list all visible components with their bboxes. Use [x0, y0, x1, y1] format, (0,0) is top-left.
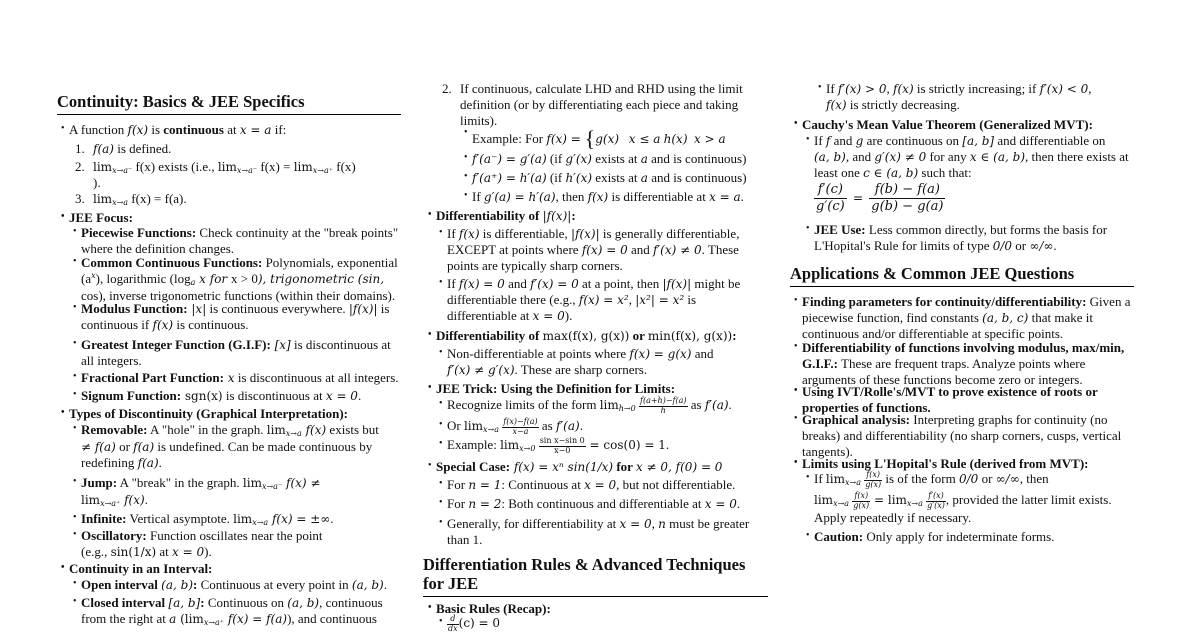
- list-item: • $\frac{d}{dx}$ (c) = 0: [447, 615, 500, 633]
- list-item: • Closed interval [a, b]: Continuous on (a, b), continuous from the right at a ($\lim_{x\to a^+}$ f(x) = f(a)), and continuous: [81, 595, 401, 628]
- section-title-applications: Applications & Common JEE Questions: [790, 265, 1134, 287]
- list-item: • f′(a⁺) = h′(a) (if h′(x) exists at a and is continuous): [472, 170, 747, 186]
- list-item: • Signum Function: sgn(x) is discontinuous at x = 0.: [81, 388, 361, 404]
- list-item: 2. $\lim_{x\to a^-} f(x)$ exists (i.e., $\lim_{x\to a^-} f(x) = \lim_{x\to a^+} f(x)$: [75, 159, 356, 175]
- heading-jee-focus: • JEE Focus:: [69, 210, 133, 226]
- list-item: • Piecewise Functions: Check continuity at the "break points" where the definition changes.: [81, 225, 401, 257]
- list-item: • Common Continuous Functions: Polynomials, exponential $(a^x)$, logarithmic ($\log_a$ x for x > 0), trigonometric (sin, cos), inverse trigonometric functions (within their domains).: [81, 255, 401, 303]
- list-item: • Using IVT/Rolle's/MVT to prove existence of roots or properties of functions.: [802, 384, 1134, 416]
- heading-basic-rules: • Basic Rules (Recap):: [436, 601, 551, 617]
- list-item: • If f(x) is differentiable, |f(x)| is generally differentiable, EXCEPT at points where f(x) = 0 and f′(x) ≠ 0. These points are typically sharp corners.: [447, 226, 767, 274]
- list-item: • If $\lim_{x\to a}$ $\frac{f(x)}{g(x)}$ is of the form 0/0 or ∞/∞, then: [814, 471, 1134, 489]
- list-item: • Infinite: Vertical asymptote. $\lim_{x\to a} f(x)$ = ±∞.: [81, 511, 334, 528]
- heading-lhopital: • Limits using L'Hopital's Rule (derived from MVT):: [802, 456, 1088, 472]
- list-item: • Caution: Only apply for indeterminate forms.: [814, 529, 1054, 545]
- list-item: • For n = 2: Both continuous and differentiable at x = 0.: [447, 496, 740, 512]
- list-item: • Greatest Integer Function (G.I.F): [x] is discontinuous at all integers.: [81, 337, 401, 369]
- list-item: • Non-differentiable at points where f(x) = g(x) and f′(x) ≠ g′(x). These are sharp corners.: [447, 346, 767, 378]
- list-item: • If g′(a) = h′(a), then f(x) is differentiable at x = a.: [472, 189, 744, 205]
- section-title-continuity: Continuity: Basics & JEE Specifics: [57, 93, 401, 115]
- heading-continuity-interval: • Continuity in an Interval:: [69, 561, 212, 577]
- list-item: • Fractional Part Function: x is discontinuous at all integers.: [81, 370, 399, 386]
- list-item: • If f′(x) > 0, f(x) is strictly increasing; if f′(x) < 0, f(x) is strictly decreasing.: [826, 81, 1134, 113]
- list-item: • JEE Use: Less common directly, but forms the basis for L'Hopital's Rule for limits of type 0/0 or ∞/∞.: [814, 222, 1134, 254]
- heading-types-of-discontinuity: • Types of Discontinuity (Graphical Interpretation):: [69, 406, 348, 422]
- list-item: • Generally, for differentiability at x = 0, n must be greater than 1.: [447, 516, 767, 548]
- section-title-differentiation-rules: Differentiation Rules & Advanced Techniques for JEE: [423, 556, 768, 597]
- list-item: • Example: For f(x) = {g(x) x ≤ a h(x) x > a: [472, 126, 726, 153]
- list-item: • Example: $\lim_{x\to 0}$ $\frac{\text{sin x−sin 0}}{x-0}$ = cos(0) = 1.: [447, 437, 669, 455]
- heading-cauchy-mvt: • Cauchy's Mean Value Theorem (Generalized MVT):: [802, 117, 1093, 133]
- heading-differentiability-maxmin: • Differentiability of max(f(x), g(x)) or min(f(x), g(x)):: [436, 328, 737, 344]
- list-item: • Modulus Function: |x| is continuous everywhere. |f(x)| is continuous if f(x) is continuous.: [81, 301, 401, 333]
- list-item: • Jump: A "break" in the graph. $\lim_{x\to a^-} f(x)$ ≠ $\lim_{x\to a^+} f(x)$.: [81, 475, 401, 509]
- heading-jee-trick: • JEE Trick: Using the Definition for Limits:: [436, 381, 675, 397]
- list-item: • f′(a⁻) = g′(a) (if g′(x) exists at a and is continuous): [472, 151, 746, 167]
- list-item: • Oscillatory: Function oscillates near the point (e.g., sin(1/x) at x = 0).: [81, 528, 401, 560]
- list-item: • If f and g are continuous on [a, b] and differentiable on (a, b), and g′(x) ≠ 0 for any x ∈ (a, b), then there exists at least one c ∈ (a, b) such that:: [814, 133, 1134, 181]
- list-item: • If f(x) = 0 and f′(x) = 0 at a point, then |f(x)| might be differentiable there (e.g., f(x) = x², |x²| = x² is differentiable at x = 0).: [447, 276, 769, 324]
- list-item: • Removable: A "hole" in the graph. $\lim_{x\to a} f(x)$ exists but ≠ f(a) or f(a) is undefined. Can be made continuous by redefining f(a).: [81, 422, 401, 470]
- list-item: • Or $\lim_{x\to a}$ $\frac{f(x)-f(a)}{x-a}$ as f′(a).: [447, 418, 583, 436]
- list-item: 3. $\lim_{x\to a} f(x) = f(a)$.: [75, 191, 187, 207]
- list-item: • Special Case: f(x) = xⁿ sin(1/x) for x ≠ 0, f(0) = 0: [436, 459, 722, 475]
- list-item: 1. f(a) is defined.: [75, 141, 172, 156]
- cauchy-equation: $\frac{f'(c)}{g'(c)}$ = $\frac{f(b) - f(a)}{g(b) - g(a)}$: [816, 182, 944, 215]
- list-item: • Differentiability of functions involving modulus, max/min, G.I.F.: These are frequent traps. Analyze points where arguments of these functions become zero or integers.: [802, 340, 1134, 388]
- list-item: • Finding parameters for continuity/differentiability: Given a piecewise function, find constants (a, b, c) that make it continuous and/or differentiable at specific points.: [802, 294, 1134, 342]
- list-item: • Recognize limits of the form $\lim_{h\to 0}$ $\frac{f(a+h)-f(a)}{h}$ as f′(a).: [447, 397, 732, 415]
- list-item: • Open interval (a, b): Continuous at every point in (a, b).: [81, 577, 387, 593]
- list-item: • Graphical analysis: Interpreting graphs for continuity (no breaks) and differentiability (no sharp corners, cusps, vertical tangents).: [802, 412, 1134, 460]
- list-item: • For n = 1: Continuous at x = 0, but not differentiable.: [447, 477, 735, 493]
- list-item: • A function f(x) is continuous at x = a if:: [69, 122, 286, 138]
- list-item-continuation: ).: [93, 175, 101, 190]
- list-item-continuation: $\lim_{x\to a}$ $\frac{f(x)}{g(x)}$ = $\lim_{x\to a}$ $\frac{f'(x)}{g'(x)}$ , provided the latter limit exists. Apply repeatedly if necessary.: [814, 491, 1112, 525]
- list-item: 2. If continuous, calculate LHD and RHD using the limit definition (or by differentiating each piece and taking limits).: [442, 81, 743, 128]
- heading-differentiability-modulus: • Differentiability of |f(x)|:: [436, 208, 576, 224]
